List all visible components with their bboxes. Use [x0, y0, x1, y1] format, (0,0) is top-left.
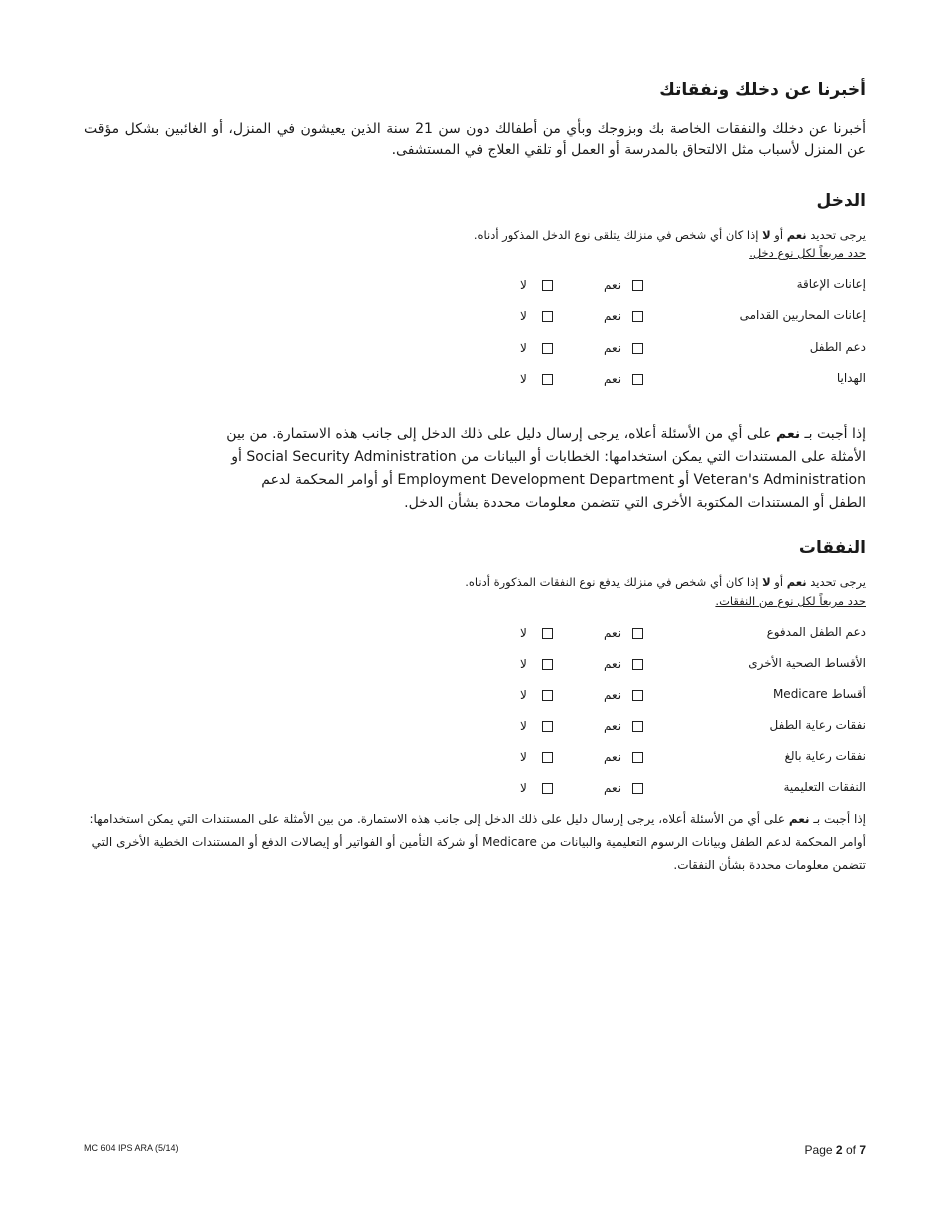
income-label: الهدايا — [836, 371, 866, 385]
expense-label: نفقات رعاية بالغ — [784, 749, 866, 763]
no-label: لا — [520, 657, 527, 671]
no-label: لا — [520, 626, 527, 640]
expenses-proof-line: إذا أجبت بـ نعم على أي من الأسئلة أعلاه، يرجى إرسال دليل على ذلك الدخل إلى جانب هذه الاستمارة. من بين الأمثلة على المستندات التي يمكن استخدامها: — [89, 812, 866, 826]
income-instruction: يرجى تحديد نعم أو لا إذا كان أي شخص في منزلك يتلقى نوع الدخل المذكور أدناه. — [473, 228, 866, 242]
income-proof-line: الطفل أو المستندات المكتوبة الأخرى التي تتضمن معلومات محددة بشأن الدخل. — [404, 495, 866, 511]
yes-label: نعم — [604, 781, 622, 795]
yes-label: نعم — [604, 626, 622, 640]
expense-row — [84, 687, 866, 705]
intro-paragraph: أخبرنا عن دخلك والنفقات الخاصة بك وبزوجك وبأي من أطفالك دون سن 21 سنة الذين يعيشون في المنزل، أو الغائبين بشكل مؤقت عن المنزل لأسباب مثل الالتحاق بالمدرسة أو العمل أو تلقي العلاج في المستشفى. — [84, 121, 866, 158]
income-heading: الدخل — [816, 191, 866, 211]
income-proof-line: الأمثلة على المستندات التي يمكن استخدامها: الخطابات أو البيانات من Social Security Administration أو — [231, 449, 866, 465]
expense-label: نفقات رعاية الطفل — [769, 718, 866, 732]
yes-label: نعم — [604, 309, 622, 323]
expense-label: النفقات التعليمية — [783, 780, 866, 794]
yes-label: نعم — [604, 341, 622, 355]
page-title: أخبرنا عن دخلك ونفقاتك — [659, 80, 866, 100]
income-check-hint: حدد مربعاً لكل نوع دخل. — [749, 246, 866, 260]
yes-checkbox[interactable] — [632, 628, 643, 639]
no-checkbox[interactable] — [542, 311, 553, 322]
income-proof-paragraph — [211, 423, 866, 515]
yes-checkbox[interactable] — [632, 311, 643, 322]
yes-checkbox[interactable] — [632, 783, 643, 794]
yes-checkbox[interactable] — [632, 343, 643, 354]
no-checkbox[interactable] — [542, 343, 553, 354]
income-label: دعم الطفل — [809, 340, 866, 354]
no-label: لا — [520, 781, 527, 795]
no-label: لا — [520, 688, 527, 702]
no-checkbox[interactable] — [542, 721, 553, 732]
form-page — [84, 0, 866, 1230]
no-checkbox[interactable] — [542, 752, 553, 763]
expense-row — [84, 656, 866, 674]
yes-label: نعم — [604, 278, 622, 292]
yes-label: نعم — [604, 688, 622, 702]
yes-checkbox[interactable] — [632, 374, 643, 385]
income-row — [84, 308, 866, 326]
income-row — [84, 277, 866, 295]
no-label: لا — [520, 341, 527, 355]
expenses-check-hint: حدد مربعاً لكل نوع من النفقات. — [715, 594, 866, 608]
yes-checkbox[interactable] — [632, 721, 643, 732]
yes-checkbox[interactable] — [632, 752, 643, 763]
yes-label: نعم — [604, 750, 622, 764]
expense-row — [84, 625, 866, 643]
no-label: لا — [520, 309, 527, 323]
yes-label: نعم — [604, 657, 622, 671]
expense-label: الأقساط الصحية الأخرى — [748, 656, 866, 670]
page-number: Page 2 of 7 — [804, 1143, 866, 1157]
no-checkbox[interactable] — [542, 659, 553, 670]
income-label: إعانات الإعاقة — [796, 277, 866, 291]
no-label: لا — [520, 719, 527, 733]
expenses-proof-line: تتضمن معلومات محددة بشأن النفقات. — [673, 858, 866, 872]
income-row — [84, 371, 866, 389]
income-proof-line: إذا أجبت بـ نعم على أي من الأسئلة أعلاه، يرجى إرسال دليل على ذلك الدخل إلى جانب هذه الاستمارة. من بين — [226, 426, 866, 442]
no-label: لا — [520, 372, 527, 386]
yes-label: نعم — [604, 372, 622, 386]
no-label: لا — [520, 278, 527, 292]
no-checkbox[interactable] — [542, 280, 553, 291]
expense-label: أقساط Medicare — [772, 687, 866, 701]
expenses-heading: النفقات — [798, 538, 866, 558]
no-label: لا — [520, 750, 527, 764]
form-id: MC 604 IPS ARA (5/14) — [84, 1143, 179, 1153]
yes-checkbox[interactable] — [632, 690, 643, 701]
no-checkbox[interactable] — [542, 690, 553, 701]
no-checkbox[interactable] — [542, 628, 553, 639]
expense-label: دعم الطفل المدفوع — [766, 625, 866, 639]
expenses-proof-paragraph — [84, 808, 866, 877]
expense-row — [84, 780, 866, 798]
no-checkbox[interactable] — [542, 783, 553, 794]
yes-label: نعم — [604, 719, 622, 733]
expense-row — [84, 718, 866, 736]
yes-checkbox[interactable] — [632, 659, 643, 670]
income-proof-line: Veteran's Administration أو Employment Development Department أو أوامر المحكمة لدعم — [261, 472, 866, 488]
no-checkbox[interactable] — [542, 374, 553, 385]
expenses-proof-line: أوامر المحكمة لدعم الطفل وبيانات الرسوم التعليمية والبيانات من Medicare أو شركة التأمين أو الفواتير أو إيصالات الدفع أو المستندات الخطية الأخرى التي — [91, 835, 866, 849]
income-label: إعانات المحاربين القدامى — [739, 308, 866, 322]
expenses-instruction: يرجى تحديد نعم أو لا إذا كان أي شخص في منزلك يدفع نوع النفقات المذكورة أدناه. — [465, 575, 866, 589]
income-row — [84, 340, 866, 358]
yes-checkbox[interactable] — [632, 280, 643, 291]
expense-row — [84, 749, 866, 767]
